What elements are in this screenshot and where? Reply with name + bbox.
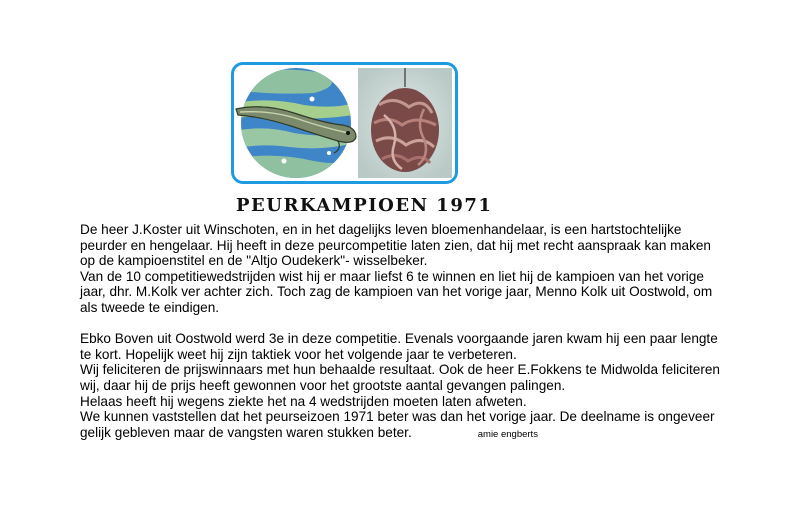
paragraph: Wij feliciteren de prijswinnaars met hun behaalde resultaat. Ook de heer E.Fokkens te Midwolda feliciteren wij, daar hij de prijs heeft gewonnen voor het grootste aantal gevangen palingen. xyxy=(80,362,720,393)
banner-illustration xyxy=(234,65,455,181)
paragraph: Helaas heeft hij wegens ziekte het na 4 wedstrijden moeten laten afweten. xyxy=(80,393,527,409)
article-body xyxy=(80,222,720,442)
paragraph: Van de 10 competitiewedstrijden wist hij er maar liefst 6 te winnen en liet hij de kampioen van het vorige jaar, dhr. M.Kolk ver achter zich. Toch zag de kampioen van het vorige jaar, Menno Kolk uit Oostwold, om als tweede te eindigen. xyxy=(80,268,713,315)
paragraph: We kunnen vaststellen dat het peurseizoen 1971 beter was dan het vorige jaar. De deelname is ongeveer gelijk gebleven maar de vangsten waren stukken beter. xyxy=(80,409,715,440)
paragraph: De heer J.Koster uit Winschoten, en in het dagelijks leven bloemenhandelaar, is een hartstochtelijke peurder en hengelaar. Hij heeft in deze peurcompetitie laten zien, dat hij met recht aanspraak kan maken op de kampioenstitel en de "Altjo Oudekerk"- wisselbeker. xyxy=(80,222,711,269)
header-banner xyxy=(231,62,458,184)
author-signature: amie engberts xyxy=(477,428,538,440)
paragraph-last xyxy=(80,409,720,442)
page-title: PEURKAMPIOEN 1971 xyxy=(236,195,493,216)
paragraph: Ebko Boven uit Oostwold werd 3e in deze competitie. Evenals voorgaande jaren kwam hij een paar lengte te kort. Hopelijk weet hij zijn taktiek voor het volgende jaar te verbeteren. xyxy=(80,331,718,362)
worm-bundle-icon xyxy=(358,68,452,178)
